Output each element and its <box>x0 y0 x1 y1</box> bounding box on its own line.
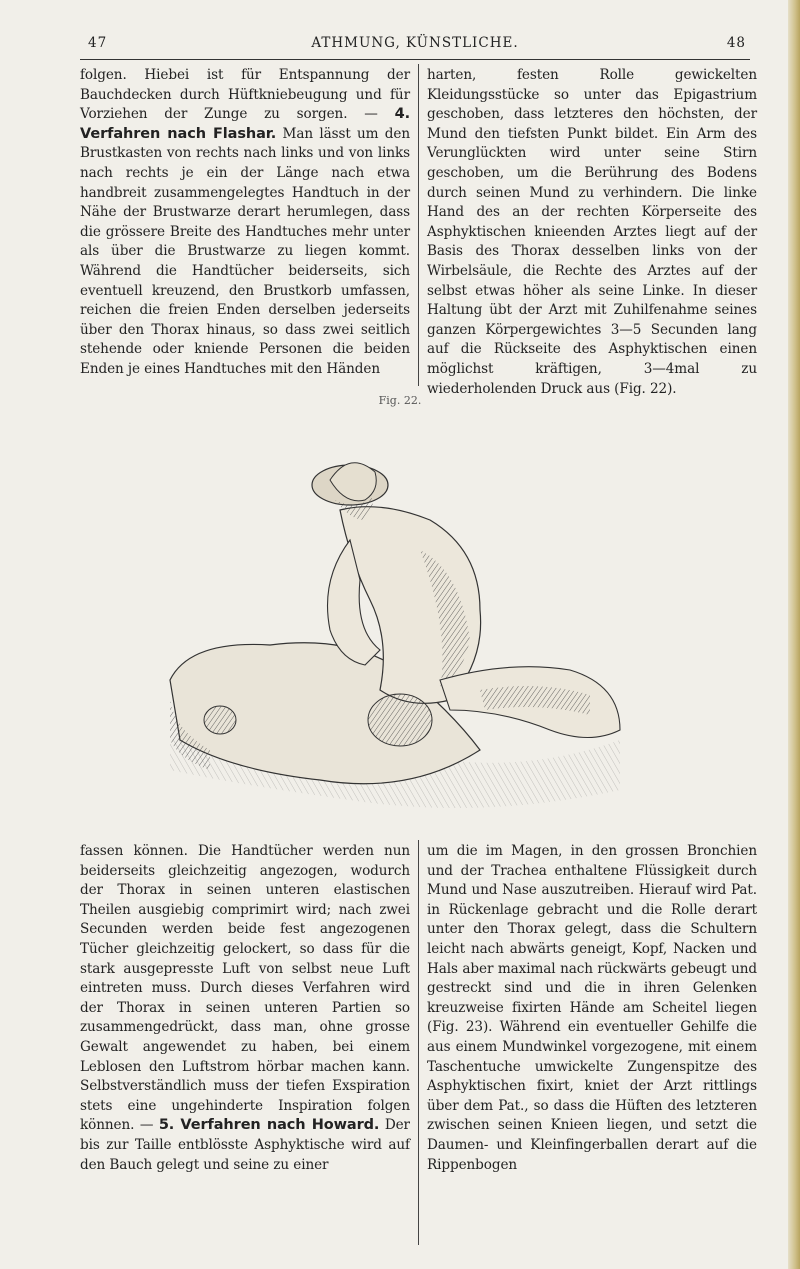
paragraph: um die im Magen, in den grossen Bronchien und der Trachea enthaltene Flüssigkeit durch Mund und Nase auszutreiben. Hierauf wird Pat. in Rückenlage gebracht und die Rolle derart unter den Thorax gelegt, dass die Schultern leicht nach abwärts geneigt, Kopf, Nacken und Hals aber maximal nach rückwärts gebeugt und gestreckt sind und die in ihren Gelenken kreuzweise fixirten Hände am Scheitel liegen (Fig. 23). Während ein eventueller Gehilfe die aus einem Mundwinkel vorgezogene, mit einem Taschentuche umwickelte Zungenspitze des Asphyktischen fixirt, kniet der Arzt rittlings über dem Pat., so dass die Hüften des letzteren zwischen seinen Knieen liegen, und setzt die Daumen- und Kleinfingerballen derart auf die Rippenbogen <box>427 843 757 1173</box>
paragraph: fassen können. Die Handtücher werden nun beiderseits gleichzeitig angezogen, wodurch der Thorax in seinen unteren elastischen Theilen ausgiebig comprimirt wird; nach zwei Secunden werden beide fest angezogenen Tücher gleichzeitig gelockert, so dass für die stark ausgepresste Luft von selbst neue Luft eintreten muss. Durch dieses Verfahren wird der Thorax in seinen unteren Partien so zusammengedrückt, dass man, ohne grosse Gewalt angewendet zu haben, bei einem Leblosen den Luftstrom hörbar machen kann. Selbstverständlich muss der tiefen Exspiration stets eine ungehinderte Inspiration folgen können. — <box>80 843 410 1134</box>
figure-illustration <box>150 410 630 830</box>
paragraph: Der bis zur Taille entblösste Asphyktische wird auf den Bauch gelegt und seine zu einer <box>80 1117 410 1173</box>
paragraph: harten, festen Rolle gewickelten Kleidungsstücke so unter das Epigastrium geschoben, dass letzteres den höchsten, der Mund den tiefsten Punkt bildet. Ein Arm des Verunglückten wird unter seine Stirn geschoben, um die Berührung des Bodens durch seinen Mund zu verhindern. Die linke Hand des an der rechten Körperseite des Asphyktischen knieenden Arztes liegt auf der Basis des Thorax desselben links von der Wirbelsäule, die Rechte des Arztes auf der selbst etwas höher als seine Linke. In dieser Haltung übt der Arzt mit Zuhilfenahme seines ganzen Körpergewichtes 3—5 Secunden lang auf die Rückseite des Asphyktischen einen möglichst kräftigen, 3—4mal zu wiederholenden Druck aus (Fig. 22). <box>427 67 757 397</box>
column-left-bottom <box>80 842 410 1175</box>
column-right-top <box>427 66 757 399</box>
header-rule <box>80 59 750 60</box>
paragraph: Man lässt um den Brustkasten von rechts nach links und von links nach rechts je ein der Länge nach etwa handbreit zusammengelegtes Handtuch in der Nähe der Brustwarze derart herumlegen, dass die grössere Breite des Handtuches mehr unter als über die Brustwarze zu liegen kommt. Während die Handtücher beiderseits, sich eventuell kreuzend, den Brustkorb umfassen, reichen die freien Enden derselben jederseits über den Thorax hinaus, so dass zwei seitlich stehende oder kniende Personen die beiden Enden je eines Handtuches mit den Händen <box>80 125 410 377</box>
running-title: ATHMUNG, KÜNSTLICHE. <box>311 35 519 51</box>
figure-caption: Fig. 22. <box>378 394 422 407</box>
column-divider-top <box>418 64 419 386</box>
column-left-top <box>80 66 410 380</box>
section-heading-howard: 5. Verfahren nach Howard. <box>158 1117 380 1134</box>
page-number-left: 47 <box>88 35 108 51</box>
page-number-right: 48 <box>726 35 746 51</box>
column-right-bottom <box>427 842 757 1175</box>
paragraph: folgen. Hiebei ist für Entspannung der Bauchdecken durch Hüftkniebeugung und für Vorziehen der Zunge zu sorgen. — <box>80 67 410 123</box>
section-heading-flashar: 4. Verfahren nach Flashar. <box>80 106 410 142</box>
running-header <box>80 35 750 59</box>
page-edge <box>788 0 800 1269</box>
column-divider-bottom <box>418 840 419 1245</box>
